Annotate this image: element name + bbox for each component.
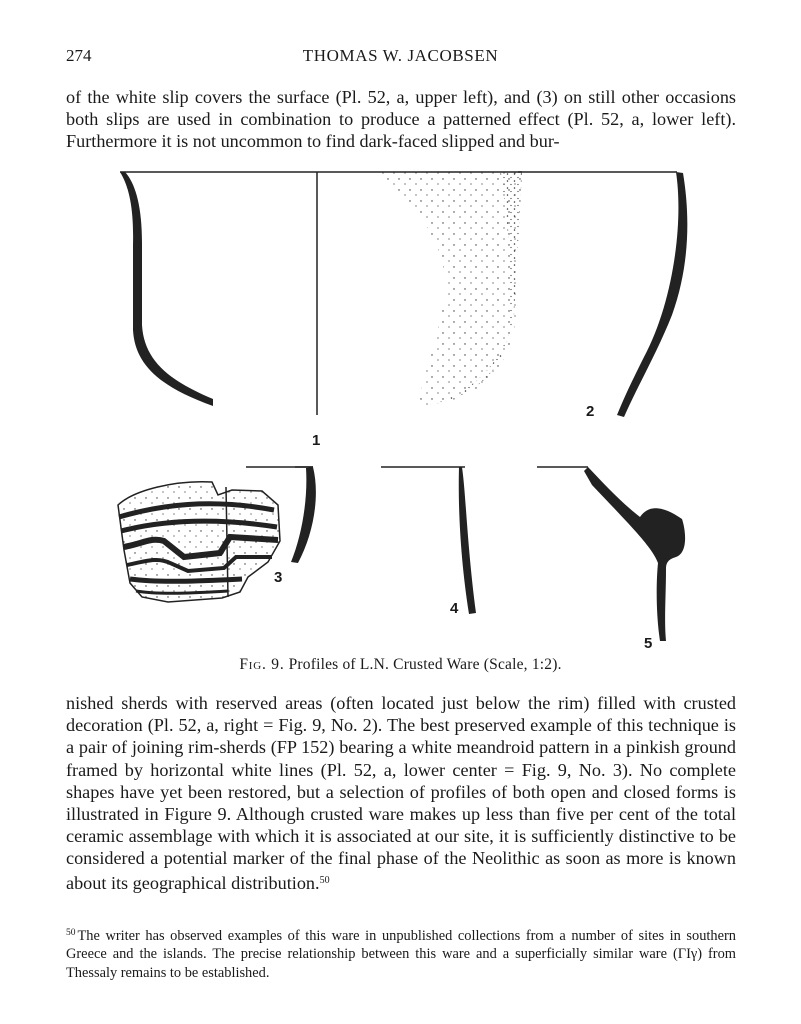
profile-5 [537, 467, 685, 641]
paragraph-top: of the white slip covers the surface (Pl. 52, a, upper left), and (3) on still other occasions both slips are used in combination to produce a patterned effect (Pl. 52, a, lower left). Furthermore it is not uncommon to find dark-faced slipped and bur- [66, 87, 736, 152]
figure-caption [0, 656, 801, 674]
figure-label-2: 2 [586, 403, 595, 420]
figure-label-1: 1 [312, 432, 321, 449]
footnote-reference[interactable]: 50 [319, 874, 330, 886]
figure-caption-label: Fig. 9. [239, 656, 285, 673]
profile-1 [120, 172, 522, 415]
profile-4 [381, 467, 476, 614]
footnote [66, 924, 736, 982]
figure-label-4: 4 [450, 600, 459, 617]
footnote-text: The writer has observed examples of this ware in unpublished collections from a number of sites in southern Greece and the islands. The precise relationship between this ware and a superficially similar ware (ΓΙγ) from Thessaly remains to be established. [66, 928, 736, 981]
figure-9 [100, 165, 720, 655]
figure-label-3: 3 [274, 569, 283, 586]
footnote-marker: 50 [66, 928, 76, 938]
profile-2 [518, 172, 687, 417]
profile-3-sherd [118, 467, 316, 602]
page-number: 274 [66, 46, 92, 65]
paragraph-bottom-text: nished sherds with reserved areas (often located just below the rim) filled with crusted decoration (Pl. 52, a, right = Fig. 9, No. 2). The best preserved example of this technique is a pair of joining rim-sherds (FP 152) bearing a white meandroid pattern in a pinkish ground framed by horizontal white lines (Pl. 52, a, lower center = Fig. 9, No. 3). No complete shapes have yet been restored, but a selection of profiles of both open and closed forms is illustrated in Figure 9. Although crusted ware makes up less than five per cent of the total ceramic assemblage with which it is associated at our site, it is sufficiently distinctive to be considered a potential marker of the final phase of the Neolithic as soon as more is known about its geographical distribution. [66, 693, 736, 893]
paragraph-bottom [66, 692, 736, 894]
figure-caption-text: Profiles of L.N. Crusted Ware (Scale, 1:2). [288, 656, 562, 673]
figure-label-5: 5 [644, 635, 653, 652]
running-title: THOMAS W. JACOBSEN [302, 46, 499, 65]
